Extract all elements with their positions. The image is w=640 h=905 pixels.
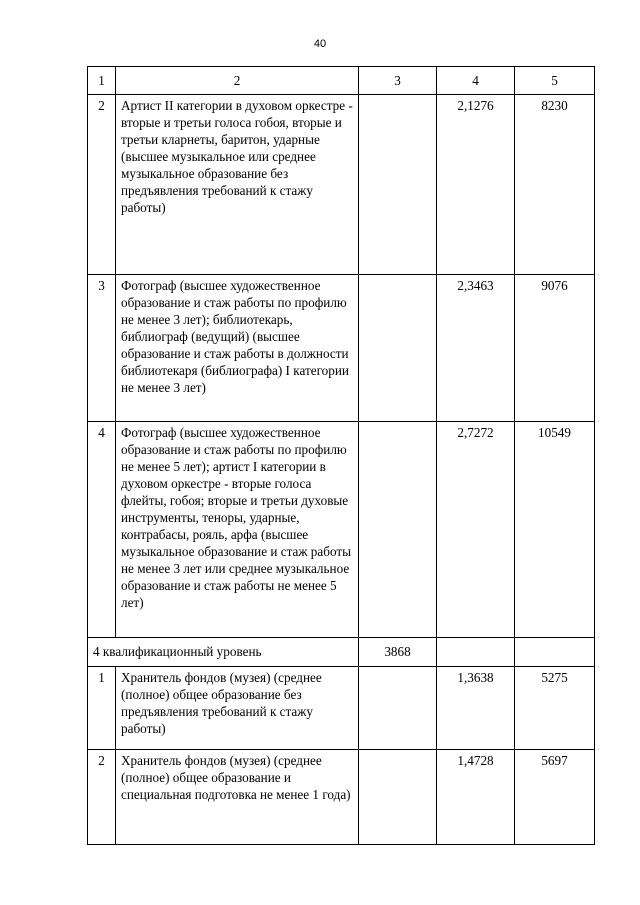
table-row	[88, 95, 595, 275]
empty-cell	[437, 638, 515, 667]
row-number: 1	[88, 667, 116, 750]
header-cell: 2	[116, 67, 359, 95]
coefficient-cell: 2,1276	[437, 95, 515, 275]
table-row	[88, 422, 595, 638]
page-number: 40	[313, 38, 327, 50]
base-salary-cell	[359, 667, 437, 750]
position-description: Артист II категории в духовом оркестре - вторые и третьи голоса гобоя, вторые и третьи кларнеты, баритон, ударные (высшее музыкальное или среднее музыкальное образование без предъявления требований к стажу работы)	[116, 95, 359, 275]
table-header-row	[88, 67, 595, 95]
row-number: 3	[88, 275, 116, 422]
position-description: Фотограф (высшее художественное образование и стаж работы по профилю не менее 5 лет); артист I категории в духовом оркестре - вторые голоса флейты, гобоя; вторые и третьи духовые инструменты, теноры, ударные, контрабасы, рояль, арфа (высшее музыкальное образование и стаж работы не менее 3 лет или среднее музыкальное образование и стаж работы не менее 5 лет)	[116, 422, 359, 638]
position-description: Фотограф (высшее художественное образование и стаж работы по профилю не менее 3 лет); библиотекарь, библиограф (ведущий) (высшее образование и стаж работы в должности библиотекаря (библиографа) I категории не менее 3 лет)	[116, 275, 359, 422]
row-number: 4	[88, 422, 116, 638]
base-salary-cell	[359, 275, 437, 422]
table-row	[88, 750, 595, 845]
salary-amount-cell: 5697	[515, 750, 595, 845]
header-cell: 3	[359, 67, 437, 95]
qualification-level-label: 4 квалификационный уровень	[88, 638, 359, 667]
table-row	[88, 667, 595, 750]
salary-table	[87, 66, 595, 845]
salary-amount-cell: 8230	[515, 95, 595, 275]
coefficient-cell: 2,7272	[437, 422, 515, 638]
table-row	[88, 275, 595, 422]
header-cell: 5	[515, 67, 595, 95]
qualification-level-row	[88, 638, 595, 667]
row-number: 2	[88, 95, 116, 275]
header-cell: 1	[88, 67, 116, 95]
salary-amount-cell: 5275	[515, 667, 595, 750]
base-salary-cell	[359, 422, 437, 638]
header-cell: 4	[437, 67, 515, 95]
base-salary-cell	[359, 95, 437, 275]
qualification-level-salary: 3868	[359, 638, 437, 667]
empty-cell	[515, 638, 595, 667]
coefficient-cell: 2,3463	[437, 275, 515, 422]
salary-amount-cell: 9076	[515, 275, 595, 422]
position-description: Хранитель фондов (музея) (среднее (полное) общее образование и специальная подготовка не менее 1 года)	[116, 750, 359, 845]
coefficient-cell: 1,3638	[437, 667, 515, 750]
coefficient-cell: 1,4728	[437, 750, 515, 845]
position-description: Хранитель фондов (музея) (среднее (полное) общее образование без предъявления требований к стажу работы)	[116, 667, 359, 750]
salary-amount-cell: 10549	[515, 422, 595, 638]
row-number: 2	[88, 750, 116, 845]
base-salary-cell	[359, 750, 437, 845]
